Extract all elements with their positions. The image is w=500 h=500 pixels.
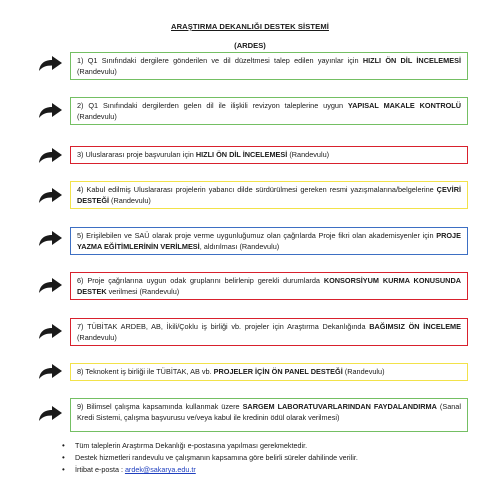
curved-arrow-icon: [37, 405, 63, 422]
service-text: verilmesi (Randevulu): [106, 286, 180, 296]
service-text: (Randevulu): [77, 66, 117, 76]
service-text: (Randevulu): [77, 111, 117, 121]
service-highlight: ÇEVİRİ DESTEĞİ: [77, 185, 461, 205]
contact-email-link[interactable]: ardek@sakarya.edu.tr: [124, 465, 196, 474]
service-text: (Randevulu): [342, 367, 385, 376]
curved-arrow-icon: [37, 187, 63, 204]
service-item-box: [70, 181, 468, 209]
service-text: 7) TÜBİTAK ARDEB, AB, İkili/Çoklu iş birliği vb. projeler için Araştırma Dekanlığında: [77, 322, 370, 331]
service-highlight: YAPISAL MAKALE KONTROLÜ: [347, 101, 461, 110]
note-item: [62, 464, 358, 476]
service-highlight: HIZLI ÖN DİL İNCELEMESİ: [195, 150, 288, 159]
service-text: 3) Uluslararası proje başvuruları için: [77, 150, 196, 159]
service-item-box: [70, 363, 468, 381]
service-text: (Sanal Kredi Sistemi, çalışma başvurusu ve/veya kabul ile kredinin ödül olarak verilmesi): [77, 402, 461, 422]
service-text: 4) Kabul edilmiş Uluslararası projelerin yabancı dilde sürdürülmesi gereken resmi yazışmalarına/belgelerine: [77, 185, 437, 194]
service-item-box: [70, 52, 468, 80]
service-item-box: [70, 318, 468, 346]
note-item: [62, 452, 358, 464]
service-text: (Randevulu): [77, 332, 117, 342]
note-text: Tüm taleplerin Araştırma Dekanlığı e-postasına yapılması gerekmektedir.: [75, 441, 308, 450]
curved-arrow-icon: [37, 102, 63, 119]
service-highlight: HIZLI ÖN DİL İNCELEMESİ: [362, 56, 461, 65]
service-text: , aldırılması (Randevulu): [199, 241, 280, 251]
note-text: Destek hizmetleri randevulu ve çalışmanın kapsamına göre belirli süreler dahilinde verilir.: [75, 453, 358, 462]
service-highlight: PROJE YAZMA EĞİTİMLERİNİN VERİLMESİ: [77, 231, 461, 251]
curved-arrow-icon: [37, 363, 63, 380]
notes-list: [62, 440, 358, 476]
service-item-box: [70, 227, 468, 255]
curved-arrow-icon: [37, 55, 63, 72]
service-item-box: [70, 146, 468, 164]
service-text: 2) Q1 Sınıfındaki dergilerden gelen dil ile ilişkili revizyon taleplerine uygun: [77, 101, 348, 110]
page-title: ARAŞTIRMA DEKANLIĞI DESTEK SİSTEMİ: [171, 22, 329, 31]
service-highlight: KONSORSİYUM KURMA KONUSUNDA DESTEK: [77, 276, 461, 296]
service-text: (Randevulu): [109, 195, 151, 205]
service-text: 1) Q1 Sınıfındaki dergilere gönderilen ve dil düzeltmesi talep edilen yayınlar için: [77, 56, 363, 65]
service-text: 5) Erişilebilen ve SAÜ olarak proje verme uygunluğumuz olan çağrılarda Proje fikri olan akademisyenler için: [77, 231, 437, 240]
note-item: [62, 440, 358, 452]
service-item-box: [70, 97, 468, 125]
service-highlight: SARGEM LABORATUVARLARINDAN FAYDALANDIRMA: [242, 402, 437, 411]
service-highlight: BAĞIMSIZ ÖN İNCELEME: [369, 322, 462, 331]
curved-arrow-icon: [37, 277, 63, 294]
curved-arrow-icon: [37, 147, 63, 164]
service-item-box: [70, 272, 468, 300]
curved-arrow-icon: [37, 230, 63, 247]
service-item-box: [70, 398, 468, 432]
service-highlight: PROJELER İÇİN ÖN PANEL DESTEĞİ: [213, 367, 343, 376]
curved-arrow-icon: [37, 323, 63, 340]
service-text: (Randevulu): [287, 150, 330, 159]
service-text: 9) Bilimsel çalışma kapsamında kullanmak üzere: [77, 402, 243, 411]
service-text: 8) Teknokent iş birliği ile TÜBİTAK, AB vb.: [77, 367, 214, 376]
service-text: 6) Proje çağrılarına uygun odak gruplarını belirlenip gerekli durumlarda: [77, 276, 324, 285]
note-text: İrtibat e-posta :: [75, 465, 125, 474]
page-subtitle: (ARDES): [234, 41, 266, 50]
